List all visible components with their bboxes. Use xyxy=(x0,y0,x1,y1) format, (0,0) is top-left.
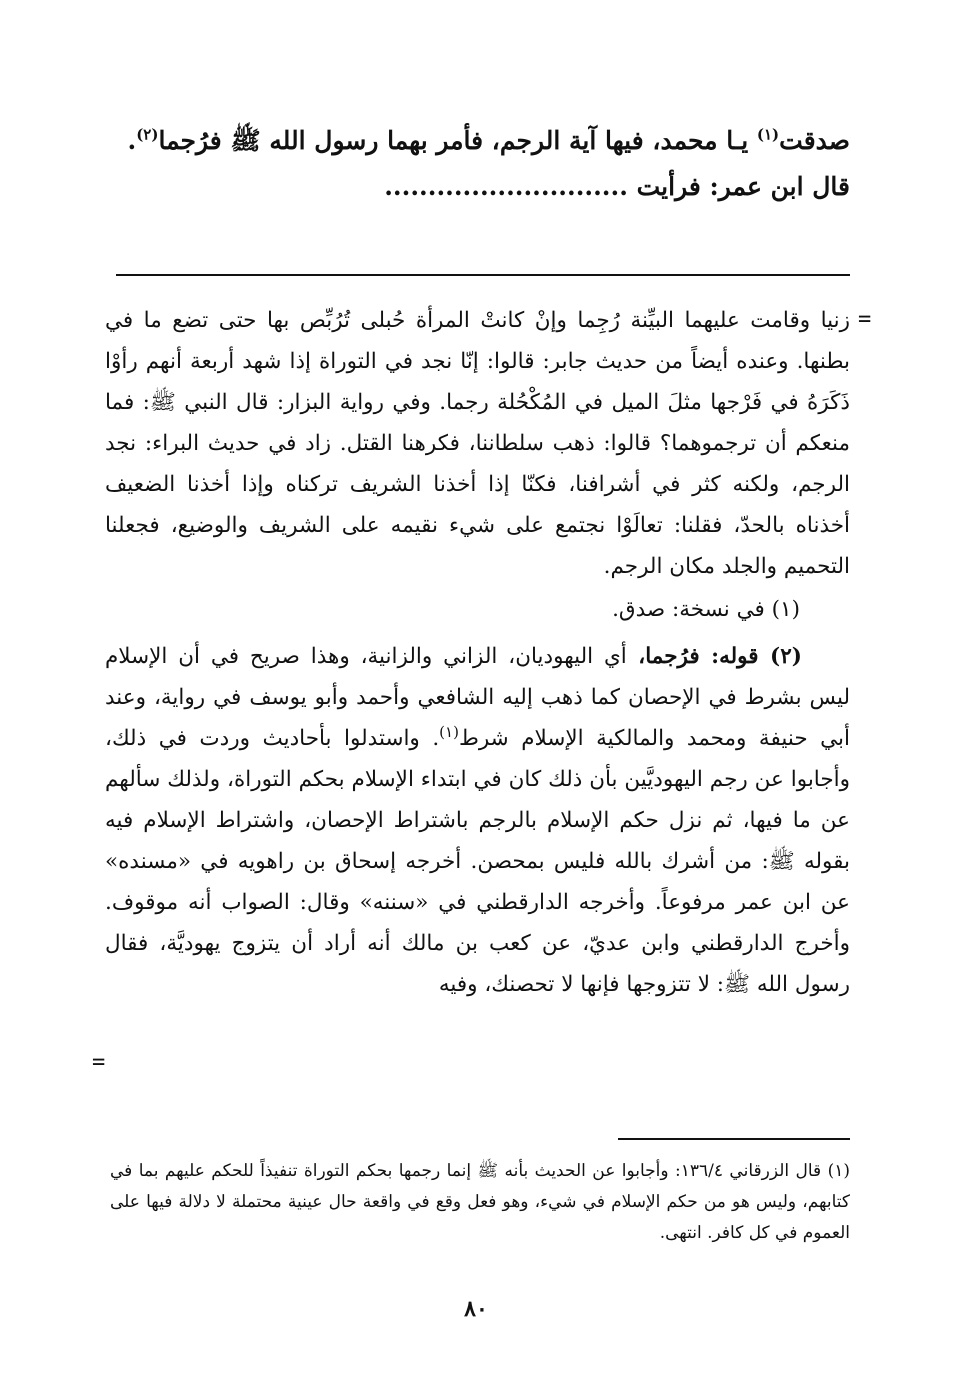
hadith-text-end: . xyxy=(127,126,137,155)
page-number: ٨٠ xyxy=(464,1296,488,1322)
footnote-ref-inline: (١) xyxy=(439,722,459,741)
note-2-rest: . واستدلوا بأحاديث وردت في ذلك، وأجابوا عن رجم اليهوديَّين بأن ذلك كان في ابتداء الإسلام بحكم التوراة، ولذلك سألهم عن ما فيها، ثم نزل حكم الإسلام بالرجم باشتراط الإحصان، واشتراط الإسلام فيه بقوله ﷺ: من أشرك بالله فليس بمحصن. أخرجه إسحاق بن راهويه في «مسنده» عن ابن عمر مرفوعاً. وأخرجه الدارقطني في «سننه» وقال: الصواب أنه موقوف. وأخرج الدارقطني وابن عديّ، عن كعب بن مالك أنه أراد أن يتزوج يهوديَّة، فقال رسول الله ﷺ: لا تتزوجها فإنها لا تحصنك، وفيه xyxy=(105,726,850,997)
note-2-body: أي اليهوديان، الزاني والزانية، وهذا صريح في أن الإسلام ليس بشرط في الإحصان كما ذهب إليه الشافعي وأحمد وأبو يوسف في رواية، وعند أبي حنيفة ومحمد والمالكية الإسلام شرط xyxy=(105,644,850,751)
hadith-line-2: قال ابن عمر: فرأيت ............................ xyxy=(384,172,850,201)
commentary-section xyxy=(105,300,850,1005)
note-2 xyxy=(105,636,850,1005)
footnote-section xyxy=(110,1156,850,1249)
note-1: (١) في نسخة: صدق. xyxy=(612,597,800,622)
footnote-ref-2: (٢) xyxy=(136,125,159,144)
hadith-line-1 xyxy=(100,118,850,164)
separator-rule xyxy=(116,274,850,276)
hadith-text xyxy=(100,118,850,210)
footnote-ref-1: (١) xyxy=(756,125,780,144)
footnote-text: (١) قال الزرقاني ١٣٦/٤: وأجابوا عن الحديث بأنه ﷺ إنما رجمها بحكم التوراة تنفيذاً للحكم عليهم بما في كتابهم، وليس هو من حكم الإسلام في شيء، وهو فعل وقع في واقعة حال عينية محتملة لا دلالة فيها على العموم في كل كافر. انتهى. xyxy=(110,1161,851,1243)
hadith-text-cont: يـا محمد، فيها آية الرجم، فأمر بهما رسول الله ﷺ فرُجما xyxy=(158,126,757,155)
hadith-text-start: صدقت xyxy=(779,126,850,155)
commentary-paragraph: زنيا وقامت عليهما البيِّنة رُجِما وإنْ كانتْ المرأة حُبلى تُرُبِّص بها حتى تضع ما في بطنها. وعنده أيضاً من حديث جابر: قالوا: إنّا نجد في التوراة إذا شهد أربعة أنهم رأوْا ذَكَرَهُ في فَرْجها مثلَ الميل في المُكْحُلة رجما. وفي رواية البزار: قال النبي ﷺ: فما منعكم أن ترجموهما؟ قالوا: ذهب سلطاننا، فكرهنا القتل. زاد في حديث البراء: نجد الرجم، ولكنه كثر في أشرافنا، فكنّا إذا أخذنا الشريف تركناه وإذا أخذنا الضعيف أخذناه بالحدّ، فقلنا: تعالَوْا نجتمع على شيء نقيمه على الشريف والوضيع، فجعلنا التحميم والجلد مكان الرجم. xyxy=(105,308,850,579)
note-2-heading: (٢) قوله: فرُجما، xyxy=(626,644,802,669)
footnote-rule xyxy=(618,1138,850,1140)
continuation-mark-end: = xyxy=(92,1050,106,1075)
continuation-mark-start: = xyxy=(858,307,872,332)
